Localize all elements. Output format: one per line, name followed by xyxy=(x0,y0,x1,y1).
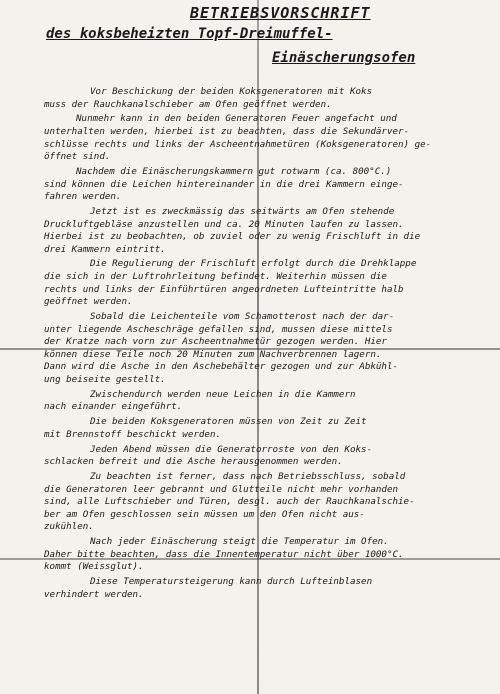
paragraph xyxy=(44,258,474,308)
text-line: drei Kammern eintritt. xyxy=(44,243,166,255)
text-line: mit Brennstoff beschickt werden. xyxy=(44,428,222,440)
text-line: unter liegende Ascheschräge gefallen sind, mussen diese mittels xyxy=(44,323,393,335)
text-line: Dann wird die Asche in den Aschebehälter gezogen und zur Abkühl- xyxy=(44,361,399,373)
text-line: sind, alle Luftschieber und Türen, desgl. auch der Rauchkanalschie- xyxy=(44,496,415,508)
text-line: öffnet sind. xyxy=(44,151,111,163)
text-line: Diese Temperatursteigerung kann durch Lufteinblasen xyxy=(90,576,373,588)
text-line: Jetzt ist es zweckmässig das seitwärts am Ofen stehende xyxy=(90,205,395,217)
paragraph xyxy=(44,113,474,163)
text-line: können diese Teile noch 20 Minuten zum Nachverbrennen lagern. xyxy=(44,348,382,360)
text-line: Vor Beschickung der beiden Koksgeneratoren mit Koks xyxy=(90,86,373,97)
text-line: Sobald die Leichenteile vom Schamotterost nach der dar- xyxy=(90,311,395,323)
text-line: schlüsse rechts und links der Ascheentnahmetüren (Koksgeneratoren) ge- xyxy=(44,138,432,150)
paragraph xyxy=(44,576,474,601)
paragraph xyxy=(44,206,474,256)
text-line: fahren werden. xyxy=(44,191,122,203)
text-line: Hierbei ist zu beobachten, ob zuviel oder zu wenig Frischluft in die xyxy=(44,231,421,243)
text-line: ber am Ofen geschlossen sein müssen um den Ofen nicht aus- xyxy=(44,508,365,520)
paragraph xyxy=(44,166,474,204)
text-line: kommt (Weissglut). xyxy=(44,561,144,573)
text-line: muss der Rauchkanalschieber am Ofen geöffnet werden. xyxy=(44,98,332,110)
text-line: Nach jeder Einäscherung steigt die Temperatur im Ofen. xyxy=(90,536,389,548)
text-line: Druckluftgebläse anzustellen und ca. 20 Minuten laufen zu lassen. xyxy=(44,218,404,230)
paragraph xyxy=(44,471,474,534)
text-line: Zu beachten ist ferner, dass nach Betriebsschluss, sobald xyxy=(90,470,406,482)
paragraph xyxy=(44,536,474,574)
document-subtitle-line2: Einäscherungsofen xyxy=(272,50,416,66)
document-title: BETRIEBSVORSCHRIFT xyxy=(190,4,371,22)
text-line: Jeden Abend müssen die Generatorroste von den Koks- xyxy=(90,443,373,455)
text-line: verhindert werden. xyxy=(44,588,144,600)
document-body xyxy=(44,86,474,603)
text-line: Die beiden Koksgeneratoren müssen von Zeit zu Zeit xyxy=(90,416,367,428)
paragraph xyxy=(44,311,474,387)
text-line: rechts und links der Einführtüren angeordneten Lufteintritte halb xyxy=(44,283,404,295)
text-line: Zwischendurch werden neue Leichen in die Kammern xyxy=(90,388,356,400)
text-line: zukühlen. xyxy=(44,521,94,533)
paragraph xyxy=(44,444,474,469)
text-line: nach einander eingeführt. xyxy=(44,401,183,413)
text-line: Nachdem die Einäscherungskammern gut rotwarm (ca. 800°C.) xyxy=(76,165,392,177)
paragraph xyxy=(44,86,474,111)
text-line: die Generatoren leer gebrannt und Glutteile nicht mehr vorhanden xyxy=(44,483,399,495)
paragraph xyxy=(44,416,474,441)
text-line: Daher bitte beachten, dass die Innentemperatur nicht über 1000°C. xyxy=(44,548,404,560)
text-line: der Kratze nach vorn zur Ascheentnahmetür gezogen werden. Hier xyxy=(44,336,387,348)
text-line: schlacken befreit und die Asche herausgenommen werden. xyxy=(44,456,343,468)
paragraph xyxy=(44,389,474,414)
text-line: sind können die Leichen hintereinander in die drei Kammern einge- xyxy=(44,178,404,190)
text-line: ung beiseite gestellt. xyxy=(44,374,166,385)
document-subtitle-line1: des koksbeheizten Topf-Dreimuffel- xyxy=(46,26,333,42)
text-line: Die Regulierung der Frischluft erfolgt durch die Drehklappe xyxy=(90,258,417,270)
text-line: die sich in der Luftrohrleitung befindet. Weiterhin müssen die xyxy=(44,271,387,283)
text-line: Nunmehr kann in den beiden Generatoren Feuer angefacht und xyxy=(76,113,397,125)
text-line: unterhalten werden, hierbei ist zu beachten, dass die Sekundärver- xyxy=(44,125,410,137)
text-line: geöffnet werden. xyxy=(44,296,133,308)
